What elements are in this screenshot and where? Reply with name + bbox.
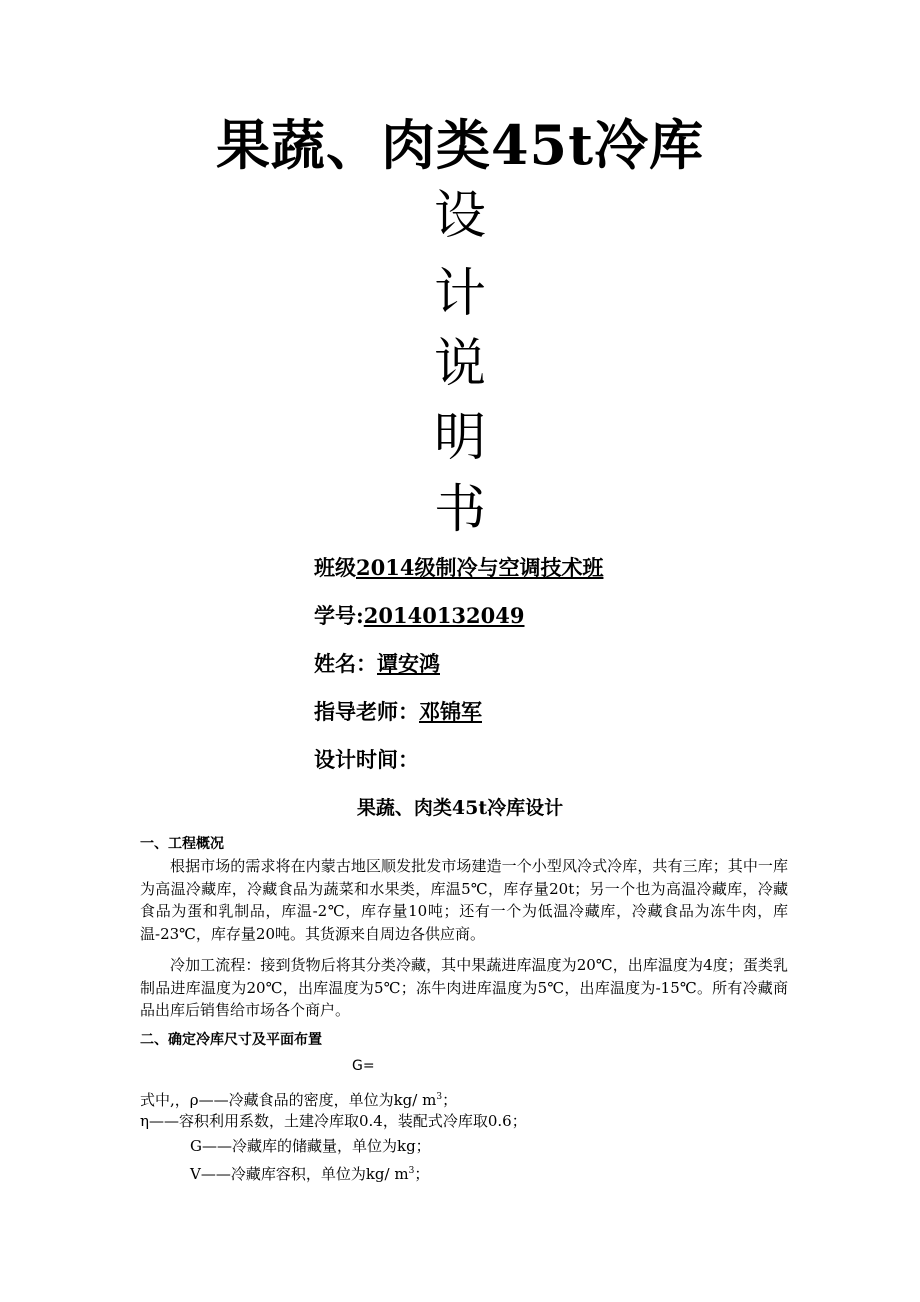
cover-title-char: 计 (433, 264, 486, 324)
advisor-row (314, 698, 482, 726)
definition-line (190, 1160, 429, 1185)
paragraph: 冷加工流程：接到货物后将其分类冷藏，其中果蔬进库温度为20℃，出库温度为4度；蛋类乳制品进库温度为20℃，出库温度为5℃；冻牛肉进库温度为5℃，出库温度为-15℃。所有冷藏商品出库后销售给市场各个商户。 (140, 956, 788, 1019)
cover-title-char: 书 (433, 480, 486, 540)
section-heading: 二、确定冷库尺寸及平面布置 (140, 1032, 322, 1048)
section-title: 果蔬、肉类45t冷库设计 (356, 797, 564, 819)
class-label: 班级 (314, 555, 356, 580)
section-heading: 一、工程概况 (140, 836, 224, 852)
class-value: 2014级制冷与空调技术班 (356, 555, 604, 580)
name-row (314, 650, 440, 678)
cover-title: 果蔬、肉类45t冷库 (215, 113, 705, 177)
design-time-label: 设计时间： (314, 747, 419, 772)
name-value: 谭安鸿 (377, 651, 440, 676)
definition-end: ； (414, 1165, 430, 1183)
formula: G= (352, 1058, 375, 1074)
definition-line (140, 1086, 457, 1111)
superscript: 3 (408, 1166, 415, 1176)
superscript: 3 (436, 1092, 443, 1102)
cover-title-char: 设 (433, 186, 486, 246)
student-id-label: 学号: (314, 603, 364, 628)
design-time-row (314, 746, 419, 774)
definition-end: ； (442, 1091, 458, 1109)
cover-title-char: 说 (433, 334, 486, 394)
student-id-value: 20140132049 (363, 603, 525, 628)
definition-line: η——容积利用系数，土建冷库取0.4，装配式冷库取0.6； (140, 1112, 527, 1130)
definition-line: G——冷藏库的储藏量，单位为kg； (190, 1137, 431, 1155)
cover-title-char: 明 (433, 408, 486, 468)
student-id-row (314, 602, 525, 630)
name-label: 姓名： (314, 651, 377, 676)
definition-text: V——冷藏库容积，单位为kg/ m (190, 1165, 409, 1183)
paragraph: 根据市场的需求将在内蒙古地区顺发批发市场建造一个小型风冷式冷库，共有三库；其中一库为高温冷藏库，冷藏食品为蔬菜和水果类，库温5℃，库存量20t；另一个也为高温冷藏库，冷藏食品为蛋和乳制品，库温-2℃，库存量10吨；还有一个为低温冷藏库，冷藏食品为冻牛肉，库温-23℃，库存量20吨。其货源来自周边各供应商。 (140, 857, 788, 943)
advisor-value: 邓锦军 (419, 699, 482, 724)
advisor-label: 指导老师： (314, 699, 419, 724)
class-row (314, 554, 603, 582)
definition-text: 式中,，ρ——冷藏食品的密度，单位为kg/ m (140, 1091, 437, 1109)
